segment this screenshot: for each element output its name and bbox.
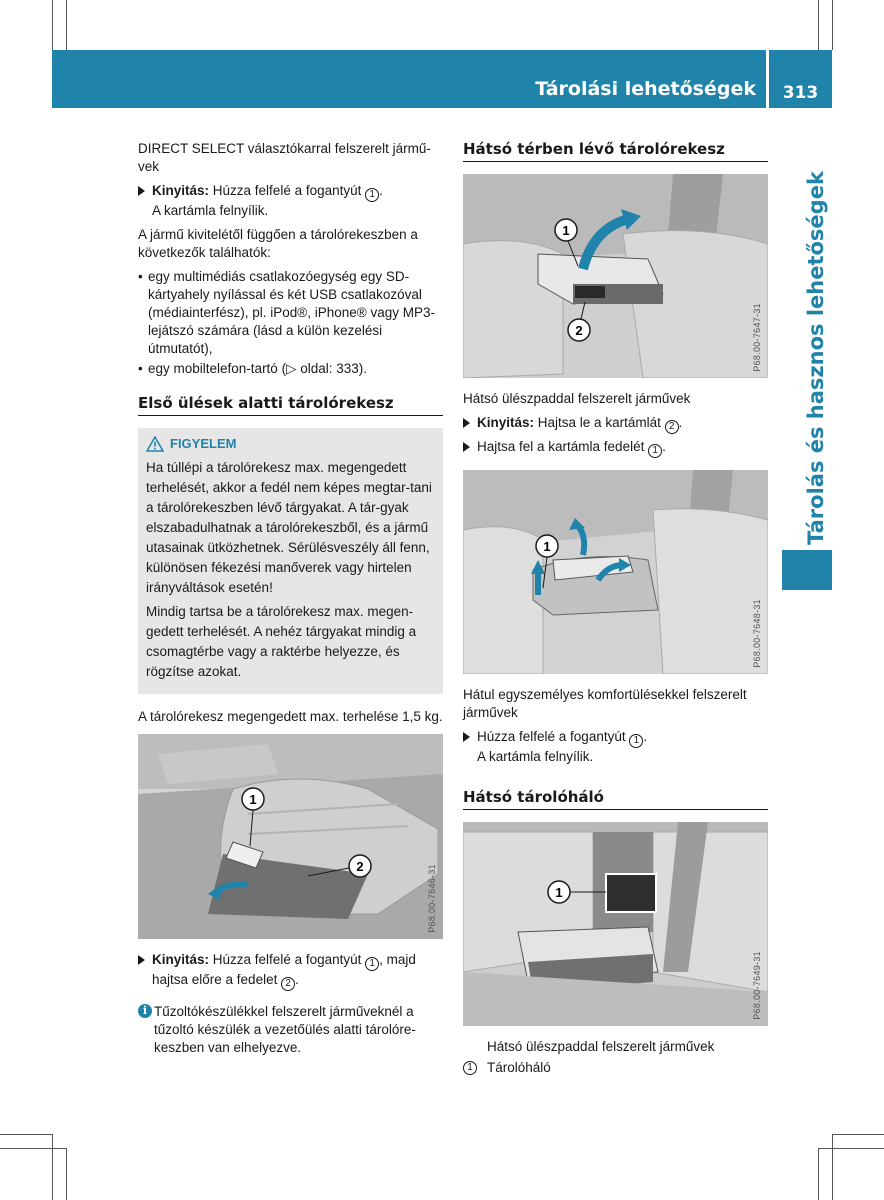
crop-mark (66, 0, 67, 50)
instruction-step (138, 951, 443, 991)
callout-number: 1 (365, 957, 379, 971)
paragraph: A jármű kivitelétől függően a tárolórekeszben a következők találhatók: (138, 227, 418, 260)
side-tab-label: Tárolás és hasznos lehetőségek (804, 171, 828, 545)
header-bar (52, 50, 766, 108)
section-heading: Hátsó térben lévő tárolórekesz (463, 140, 768, 162)
crop-mark (832, 1134, 884, 1135)
section-heading: Hátsó tárolóháló (463, 788, 768, 810)
step-result: A kartámla felnyílik. (477, 749, 594, 764)
step-text: Hajtsa le a kartámlát (537, 415, 661, 430)
step-label: Kinyitás: (477, 415, 535, 430)
image-code: P68.00-7648-31 (752, 599, 762, 668)
step-result: A kartámla felnyílik. (152, 203, 269, 218)
illustration (463, 174, 768, 378)
crop-mark (818, 1148, 819, 1200)
step-arrow-icon (463, 442, 470, 452)
step-text: Húzza felfelé a fogantyút (212, 952, 362, 967)
photo-rear-armrest-bench (463, 174, 768, 378)
page-title: Tárolási lehetőségek (535, 78, 756, 100)
image-code: P68.00-7649-31 (752, 951, 762, 1020)
warning-triangle-icon (146, 436, 164, 452)
crop-mark (832, 0, 833, 50)
step-arrow-icon (463, 418, 470, 428)
crop-mark (832, 1134, 833, 1200)
right-column (463, 140, 768, 1077)
crop-mark (818, 0, 819, 50)
svg-text:1: 1 (249, 792, 257, 807)
instruction-step: Hajtsa fel a kartámla fedelét 1 . (463, 438, 768, 458)
svg-text:2: 2 (575, 323, 583, 338)
step-arrow-icon (138, 955, 145, 965)
step-text: Húzza felfelé a fogantyút (212, 183, 362, 198)
instruction-step: Kinyitás: Hajtsa le a kartámlát 2 . (463, 414, 768, 434)
image-code: P68.00-7647-31 (752, 303, 762, 372)
step-arrow-icon (463, 732, 470, 742)
figure-caption: Hátsó ülészpaddal felszerelt járművek (487, 1039, 715, 1054)
step-text: Hajtsa fel a kartámla fedelét (477, 439, 645, 454)
bullet-list (138, 268, 443, 378)
vehicle-variant: Hátsó ülészpaddal felszerelt járművek (463, 391, 691, 406)
step-label: Kinyitás: (152, 952, 210, 967)
legend-text: Tárolóháló (487, 1060, 551, 1075)
side-tab-marker (782, 550, 832, 590)
callout-number: 1 (629, 734, 643, 748)
page-number: 313 (782, 83, 819, 103)
info-icon: i (138, 1004, 152, 1018)
intro-text: DIRECT SELECT választókarral felszerelt jármű-vek (138, 141, 431, 174)
crop-mark (52, 1134, 53, 1200)
warning-text: Mindig tartsa be a tárolórekesz max. megen-gedett terhelését. A nehéz tárgyakat mindig a csomagtérbe vagy a raktérbe helyezze, és rögzítse azokat. (146, 604, 417, 679)
step-text: . (295, 972, 299, 987)
crop-mark (52, 0, 53, 50)
svg-text:1: 1 (562, 223, 570, 238)
instruction-step: Kinyitás: Húzza felfelé a fogantyút 1 . A kartámla felnyílik. (138, 182, 443, 220)
crop-mark (0, 1148, 66, 1149)
step-label: Kinyitás: (152, 183, 210, 198)
left-column (138, 140, 443, 1057)
figure-legend (463, 1059, 768, 1077)
step-arrow-icon (138, 186, 145, 196)
load-note: A tárolórekesz megengedett max. terhelése 1,5 kg. (138, 709, 443, 724)
callout-number: 1 (463, 1061, 477, 1075)
crop-mark (66, 1148, 67, 1200)
vehicle-variant: Hátul egyszemélyes komfortülésekkel felszerelt járművek (463, 687, 747, 720)
page-number-box (769, 50, 832, 108)
crop-mark (0, 1134, 52, 1135)
svg-text:2: 2 (356, 859, 364, 874)
illustration (463, 470, 768, 674)
section-heading: Első ülések alatti tárolórekesz (138, 394, 443, 416)
warning-title: FIGYELEM (170, 436, 237, 451)
instruction-step: Húzza felfelé a fogantyút 1 . A kartámla felnyílik. (463, 728, 768, 766)
callout-number: 1 (648, 444, 662, 458)
list-item: • egy multimédiás csatlakozóegység egy SD-kártyahely nyílással és két USB csatlakozóval (médiainterfész), pl. iPod®, iPhone® vagy MP3-lejátszó számára (lásd a külön kezelési útmutatót), (138, 268, 443, 358)
callout-number: 2 (281, 977, 295, 991)
side-tab (782, 171, 832, 550)
illustration (138, 734, 443, 939)
warning-box (138, 428, 443, 694)
info-note (138, 1003, 443, 1057)
warning-header (146, 434, 435, 454)
illustration (463, 822, 768, 1026)
list-item: • egy mobiltelefon-tartó (▷ oldal: 333). (138, 360, 443, 378)
step-text: Húzza felfelé a fogantyút (477, 729, 626, 744)
photo-front-seat-compartment (138, 734, 443, 939)
photo-rear-storage-net (463, 822, 768, 1026)
callout-number: 2 (665, 420, 679, 434)
svg-text:1: 1 (543, 539, 551, 554)
svg-text:1: 1 (555, 885, 563, 900)
callout-number: 1 (365, 188, 379, 202)
crop-mark (818, 1148, 884, 1149)
info-text: Tűzoltókészülékkel felszerelt járműveknél a tűzoltó készülék a vezetőülés alatti tárolóre-keszben van elhelyezve. (154, 1004, 416, 1055)
image-code: P68.00-7646-31 (427, 864, 437, 933)
photo-rear-comfort-seats (463, 470, 768, 674)
step-text: , majd hajtsa előre a fedelet (152, 952, 416, 987)
warning-text: Ha túllépi a tárolórekesz max. megengedett terhelését, akkor a fedél nem képes megtar-tani a tárolórekeszben lévő tárgyakat. A tár-gyak elszabadulhatnak a tárolórekeszből, és a jármű utasainak ütközhetnek. Sérülésveszély áll fenn, különösen fékezési manőverek vagy hirtelen irányváltások esetén! (146, 460, 432, 595)
